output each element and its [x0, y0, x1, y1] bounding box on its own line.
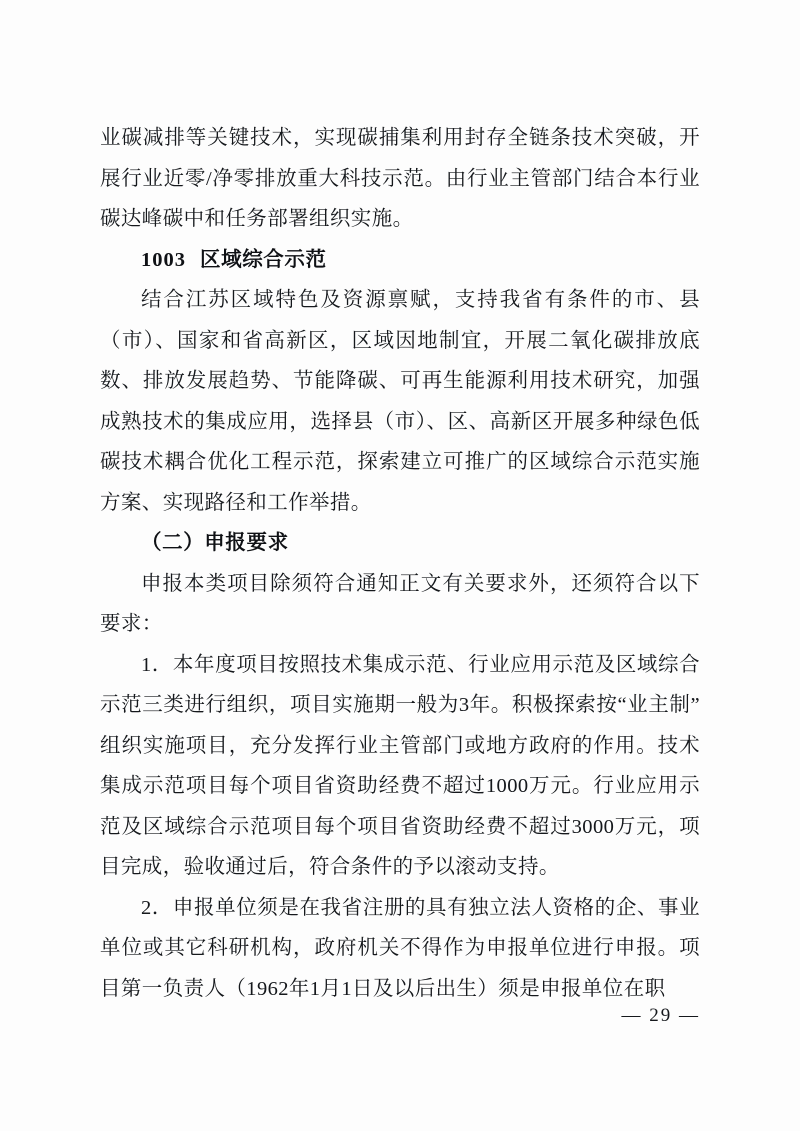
heading-1003	[100, 240, 700, 281]
paragraph-requirement-1: 1．本年度项目按照技术集成示范、行业应用示范及区域综合示范三类进行组织，项目实施期一般为3年。积极探索按“业主制”组织实施项目，充分发挥行业主管部门或地方政府的作用。技术集成示范项目每个项目省资助经费不超过1000万元。行业应用示范及区域综合示范项目每个项目省资助经费不超过3000万元，项目完成，验收通过后，符合条件的予以滚动支持。	[100, 653, 700, 878]
subheading-application-requirements: （二）申报要求	[141, 532, 289, 554]
page-number: — 29 —	[621, 1005, 700, 1026]
paragraph-regional-demo: 结合江苏区域特色及资源禀赋，支持我省有条件的市、县（市）、国家和省高新区，区域因地制宜，开展二氧化碳排放底数、排放发展趋势、节能降碳、可再生能源利用技术研究，加强成熟技术的集成应用，选择县（市）、区、高新区开展多种绿色低碳技术耦合优化工程示范，探索建立可推广的区域综合示范实施方案、实现路径和工作举措。	[100, 289, 700, 514]
paragraph-requirements-intro: 申报本类项目除须符合通知正文有关要求外，还须符合以下要求：	[100, 572, 700, 635]
paragraph-requirement-2: 2．申报单位须是在我省注册的具有独立法人资格的企、事业单位或其它科研机构，政府机关不得作为申报单位进行申报。项目第一负责人（1962年1月1日及以后出生）须是申报单位在职	[100, 896, 700, 1000]
paragraph-carbon-reduction: 业碳减排等关键技术，实现碳捕集利用封存全链条技术突破，开展行业近零/净零排放重大科技示范。由行业主管部门结合本行业碳达峰碳中和任务部署组织实施。	[100, 127, 700, 230]
heading-number: 1003	[141, 248, 186, 271]
heading-title: 区域综合示范	[200, 248, 327, 271]
document-body	[100, 118, 700, 1009]
